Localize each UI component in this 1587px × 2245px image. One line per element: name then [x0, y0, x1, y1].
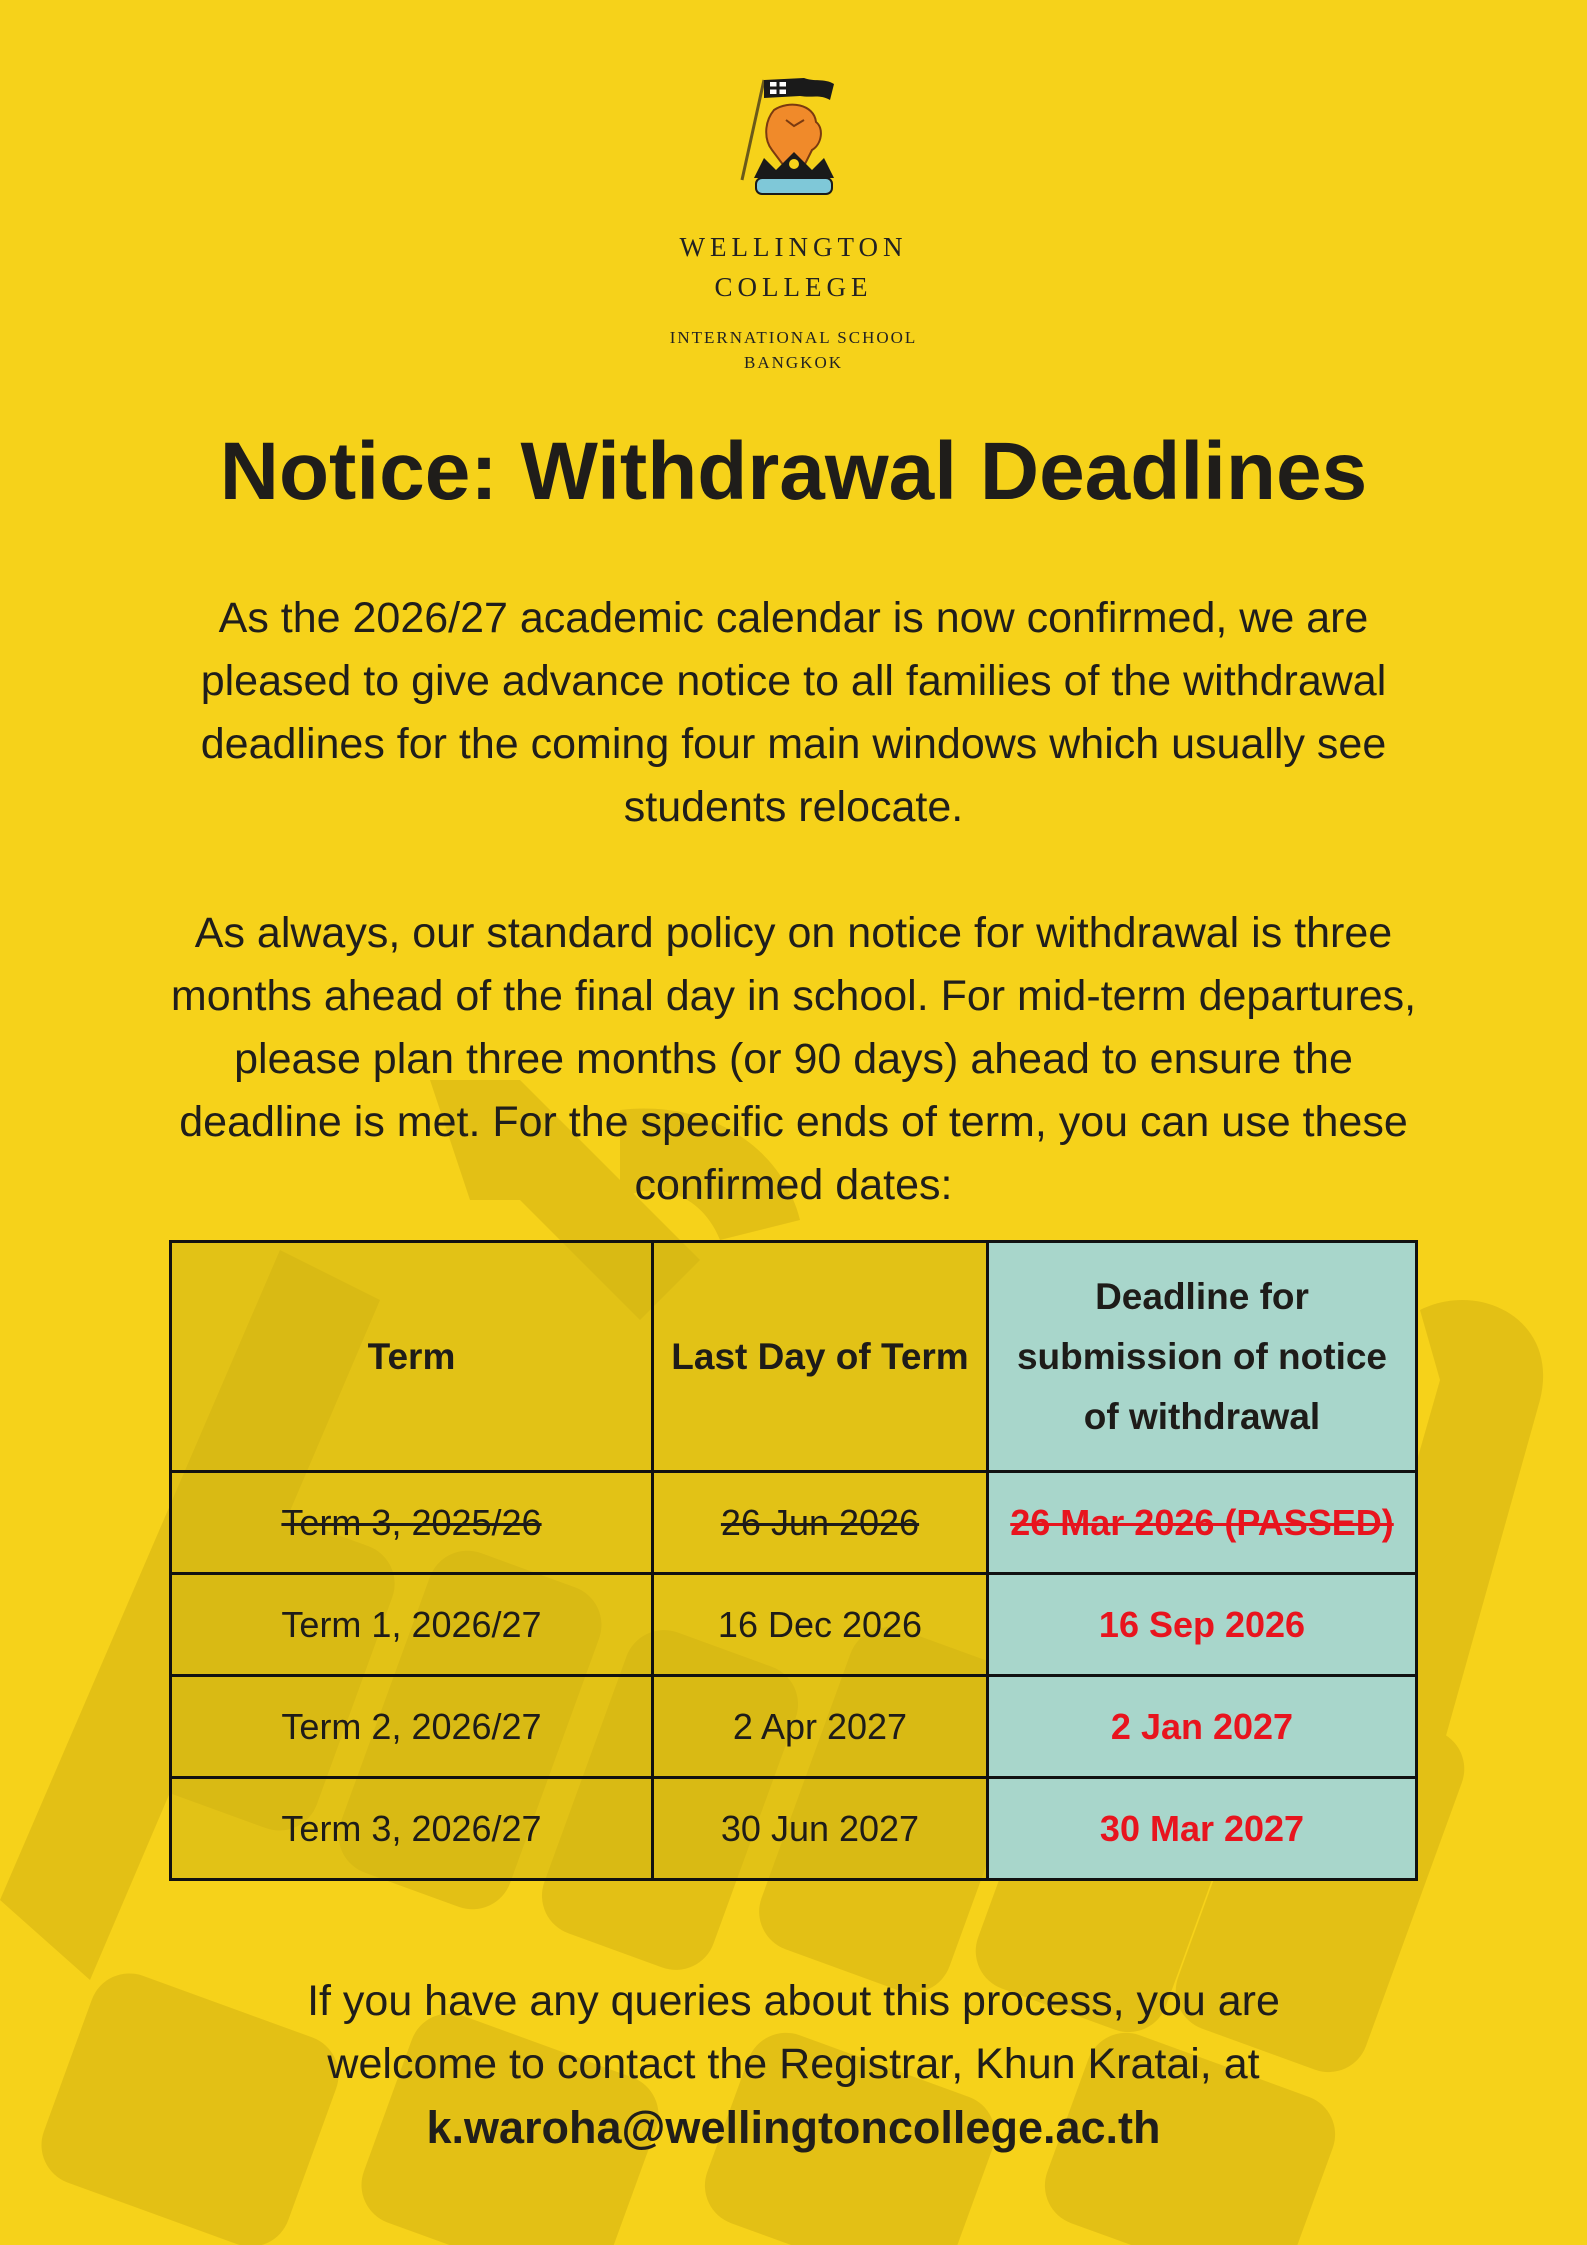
contact-footer: [160, 1970, 1427, 2159]
cell-term: Term 3, 2026/27: [171, 1778, 653, 1880]
intro-paragraph: As the 2026/27 academic calendar is now confirmed, we are pleased to give advance notice to all families of the withdrawal deadlines for the coming four main windows which usually see students relocate.: [200, 594, 1387, 831]
school-name-line1: WELLINGTON: [679, 232, 908, 262]
school-subtitle-line2: BANGKOK: [744, 353, 843, 372]
footer-line1: If you have any queries about this process, you are: [307, 1977, 1280, 2025]
cell-last-day: 2 Apr 2027: [653, 1676, 988, 1778]
cell-deadline: 16 Sep 2026: [988, 1574, 1417, 1676]
withdrawal-deadlines-table: [169, 1240, 1418, 1881]
table-row: [171, 1574, 1417, 1676]
cell-term: Term 3, 2025/26: [171, 1472, 653, 1574]
school-subtitle-line1: INTERNATIONAL SCHOOL: [669, 328, 918, 347]
registrar-email-link[interactable]: k.waroha@wellingtoncollege.ac.th: [426, 2102, 1161, 2153]
cell-last-day: 30 Jun 2027: [653, 1778, 988, 1880]
table-row: [171, 1676, 1417, 1778]
cell-last-day: 26 Jun 2026: [653, 1472, 988, 1574]
lion-crown-crest-icon: [734, 70, 854, 210]
page-title: Notice: Withdrawal Deadlines: [219, 426, 1368, 517]
header-deadline: Deadline for submission of notice of withdrawal: [988, 1242, 1417, 1472]
cell-last-day: 16 Dec 2026: [653, 1574, 988, 1676]
cell-term: Term 1, 2026/27: [171, 1574, 653, 1676]
cell-deadline: 26 Mar 2026 (PASSED): [988, 1472, 1417, 1574]
cell-term: Term 2, 2026/27: [171, 1676, 653, 1778]
school-name-line2: COLLEGE: [714, 272, 873, 302]
cell-deadline: 2 Jan 2027: [988, 1676, 1417, 1778]
table-header-row: [171, 1242, 1417, 1472]
table-row: [171, 1472, 1417, 1574]
table-row: [171, 1778, 1417, 1880]
footer-line2: welcome to contact the Registrar, Khun Kratai, at: [327, 2040, 1260, 2088]
policy-paragraph: As always, our standard policy on notice for withdrawal is three months ahead of the final day in school. For mid-term departures, please plan three months (or 90 days) ahead to ensure the deadline is met. For the specific ends of term, you can use these confirmed dates:: [170, 909, 1417, 1209]
header-term: Term: [171, 1242, 653, 1472]
cell-deadline: 30 Mar 2027: [988, 1778, 1417, 1880]
header-last-day: Last Day of Term: [653, 1242, 988, 1472]
